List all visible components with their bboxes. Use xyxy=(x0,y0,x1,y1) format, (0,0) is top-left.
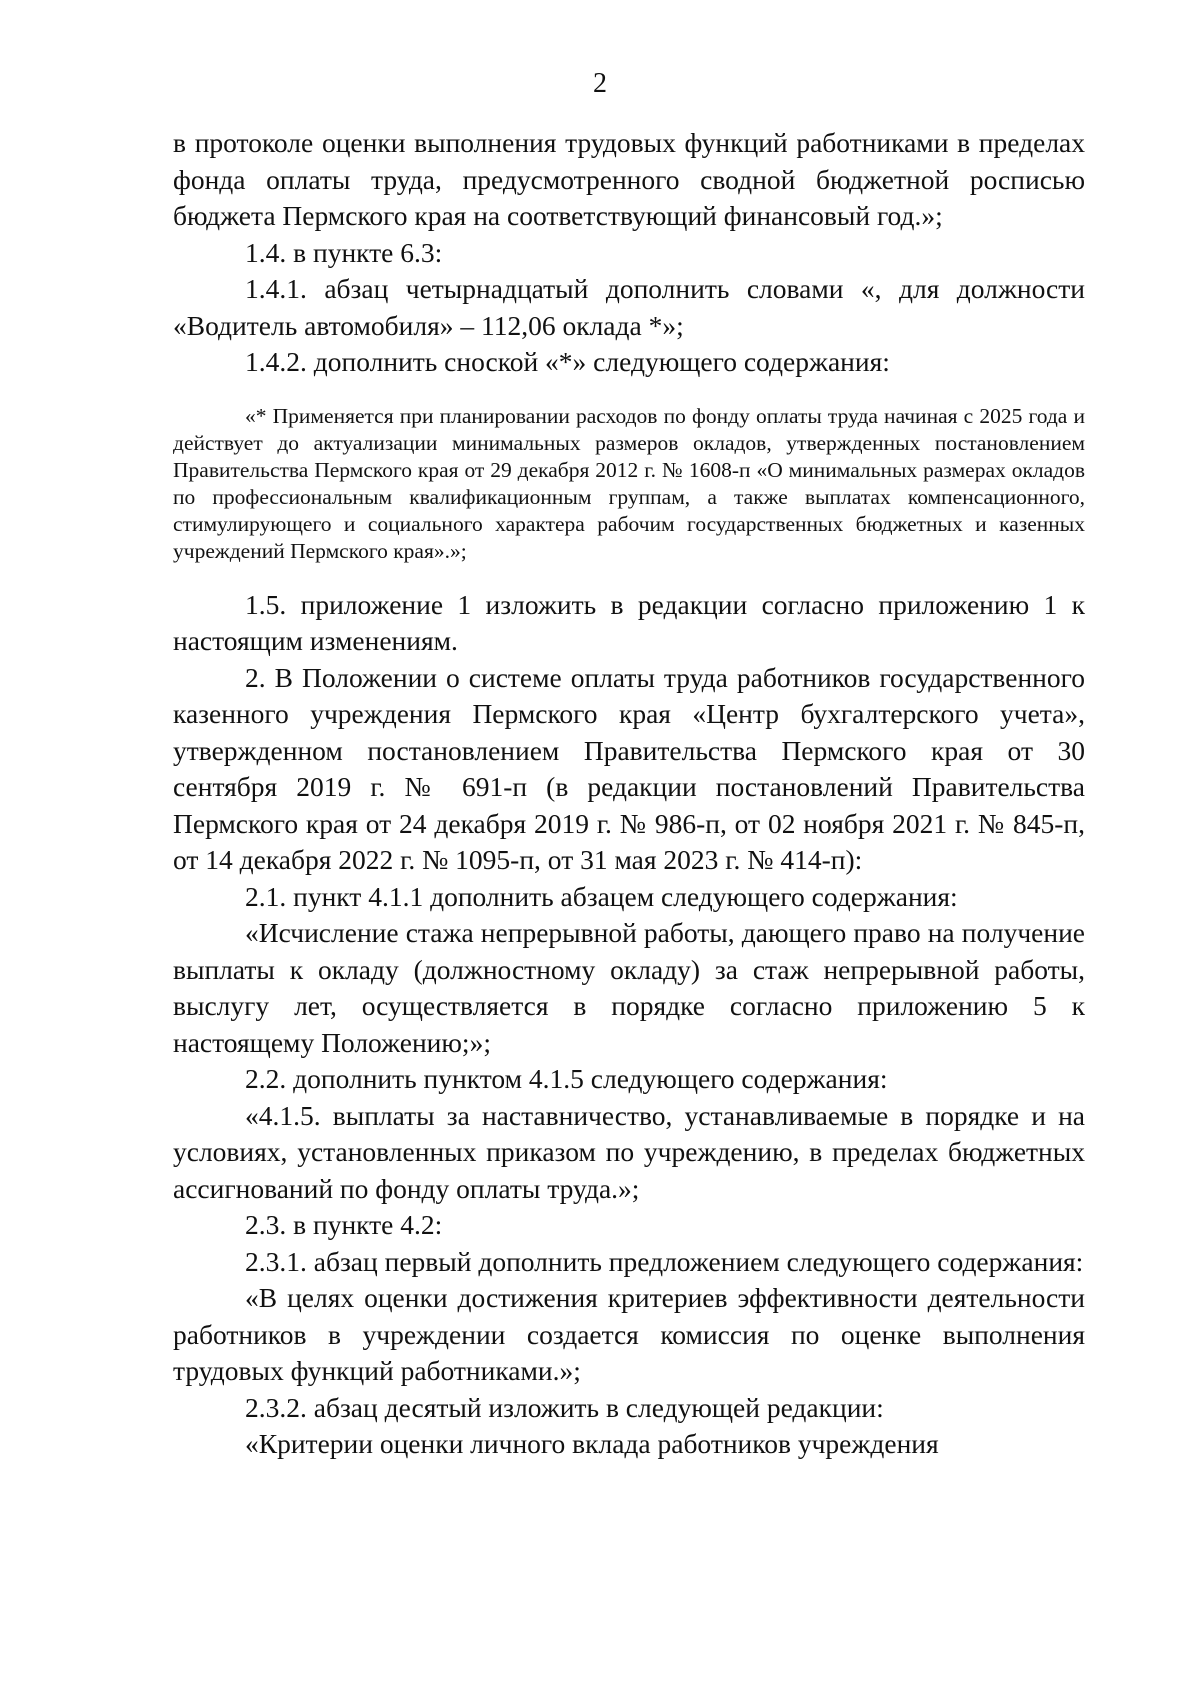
paragraph-continuation: в протоколе оценки выполнения трудовых функций работниками в пределах фонда оплаты труда, предусмотренного сводной бюджетной росписью бюджета Пермского края на соответствующий финансовый год.»; xyxy=(173,127,1085,231)
paragraph-2-3-1-quote: «В целях оценки достижения критериев эффективности деятельности работников в учреждении создается комиссия по оценке выполнения трудовых функций работниками.»; xyxy=(173,1282,1085,1386)
paragraph-2: 2. В Положении о системе оплаты труда работников государственного казенного учреждения Пермского края «Центр бухгалтерского учета», утвержденном постановлением Правительства Пермского края от 30 сентября 2019 г. № 691-п (в редакции постановлений Правительства Пермского края от 24 декабря 2019 г. № 986-п, от 02 ноября 2021 г. № 845-п, от 14 декабря 2022 г. № 1095-п, от 31 мая 2023 г. № 414-п): xyxy=(173,661,1085,875)
paragraph-2-3-1: 2.3.1. абзац первый дополнить предложением следующего содержания: xyxy=(245,1245,1084,1277)
paragraph-2-3: 2.3. в пункте 4.2: xyxy=(245,1209,443,1240)
paragraph-1-4-2: 1.4.2. дополнить сноской «*» следующего содержания: xyxy=(245,346,890,377)
paragraph-2-2: 2.2. дополнить пунктом 4.1.5 следующего содержания: xyxy=(245,1063,888,1094)
paragraph-2-1: 2.1. пункт 4.1.1 дополнить абзацем следующего содержания: xyxy=(245,880,958,912)
paragraph-2-2-quote: «4.1.5. выплаты за наставничество, устанавливаемые в порядке и на условиях, установленных приказом по учреждению, в пределах бюджетных ассигнований по фонду оплаты труда.»; xyxy=(173,1099,1085,1204)
paragraph-1-4: 1.4. в пункте 6.3: xyxy=(245,236,443,268)
paragraph-2-3-2-quote: «Критерии оценки личного вклада работников учреждения xyxy=(245,1428,939,1459)
paragraph-2-1-quote: «Исчисление стажа непрерывной работы, дающего право на получение выплаты к окладу (должностному окладу) за стаж непрерывной работы, выслугу лет, осуществляется в порядке согласно приложению 5 к настоящему Положению;»; xyxy=(173,917,1085,1058)
page-number: 2 xyxy=(593,68,607,99)
paragraph-1-5: 1.5. приложение 1 изложить в редакции согласно приложению 1 к настоящим изменениям. xyxy=(173,588,1085,656)
paragraph-2-3-2: 2.3.2. абзац десятый изложить в следующей редакции: xyxy=(245,1391,884,1423)
footnote-text: «* Применяется при планировании расходов по фонду оплаты труда начиная с 2025 года и действует до актуализации минимальных размеров окладов, утвержденных постановлением Правительства Пермского края от 29 декабря 2012 г. № 1608-п «О минимальных размерах окладов по профессиональным квалификационным группам, а также выплатах компенсационного, стимулирующего и социального характера рабочим государственных бюджетных и казенных учреждений Пермского края».»; xyxy=(173,403,1085,563)
document-body xyxy=(173,125,1085,1463)
paragraph-1-4-1: 1.4.1. абзац четырнадцатый дополнить словами «, для должности «Водитель автомобиля» – 112,06 оклада *»; xyxy=(173,273,1085,341)
